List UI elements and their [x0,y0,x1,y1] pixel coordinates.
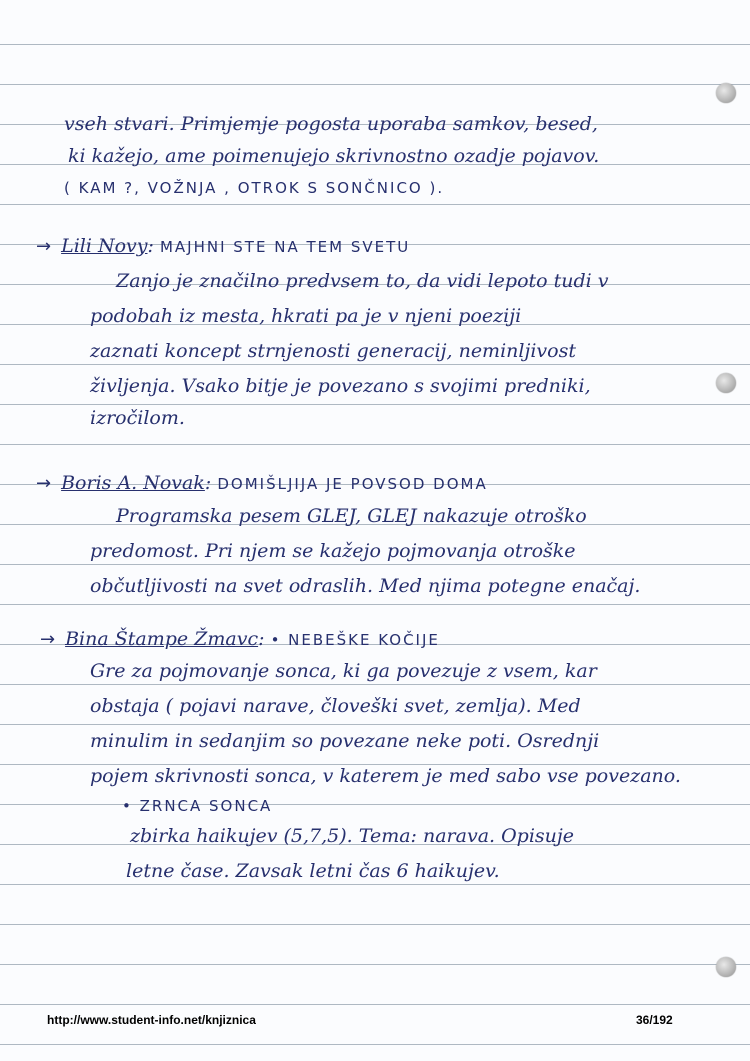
arrow-right-icon: → [36,473,52,494]
author-name: Lili Novy [61,235,148,257]
arrow-right-icon: → [36,236,52,257]
page-number: 36/192 [636,1013,673,1027]
note-line: zbirka haikujev (5,7,5). Tema: narava. Opisuje [130,825,575,847]
punch-hole [716,373,736,393]
section-heading: → Lili Novy: MAJHNI STE NA TEM SVETU [36,235,411,257]
note-line: Gre za pojmovanje sonca, ki ga povezuje z vsem, kar [90,660,597,682]
work-title: MAJHNI STE NA TEM SVETU [159,238,411,256]
note-line: ki kažejo, ame poimenujejo skrivnostno ozadje pojavov. [68,145,600,167]
punch-hole [716,83,736,103]
note-line: življenja. Vsako bitje je povezano s svojimi predniki, [90,375,591,397]
punch-hole [716,957,736,977]
note-line-examples: ( KAM ?, VOŽNJA , OTROK S SONČNICO ). [64,179,445,197]
section-heading: → Bina Štampe Žmavc: • NEBEŠKE KOČIJE [40,628,440,650]
note-line: Zanjo je značilno predvsem to, da vidi lepoto tudi v [116,270,609,292]
note-line: občutljivosti na svet odraslih. Med njima potegne enačaj. [90,575,641,597]
note-line: predomost. Pri njem se kažejo pojmovanja otroške [90,540,576,562]
author-name: Bina Štampe Žmavc [65,628,259,650]
note-line: podobah iz mesta, hkrati pa je v njeni poeziji [90,305,522,327]
note-line: pojem skrivnosti sonca, v katerem je med sabo vse povezano. [90,765,681,787]
footer-url: http://www.student-info.net/knjiznica [47,1013,256,1027]
work-title: • NEBEŠKE KOČIJE [270,631,440,649]
note-line: obstaja ( pojavi narave, človeški svet, zemlja). Med [90,695,581,717]
note-line: letne čase. Zavsak letni čas 6 haikujev. [126,860,500,882]
note-line: Programska pesem GLEJ, GLEJ nakazuje otroško [116,505,587,527]
note-line: izročilom. [90,407,185,429]
sub-work-title: • ZRNCA SONCA [122,797,273,815]
note-line: vseh stvari. Primjemje pogosta uporaba samkov, besed, [64,113,598,135]
note-line: minulim in sedanjim so povezane neke poti. Osrednji [90,730,600,752]
author-name: Boris A. Novak [61,472,205,494]
section-heading: → Boris A. Novak: DOMIŠLJIJA JE POVSOD DOMA [36,472,488,494]
arrow-right-icon: → [40,629,56,650]
note-line: zaznati koncept strnjenosti generacij, neminljivost [90,340,576,362]
work-title: DOMIŠLJIJA JE POVSOD DOMA [217,475,488,493]
